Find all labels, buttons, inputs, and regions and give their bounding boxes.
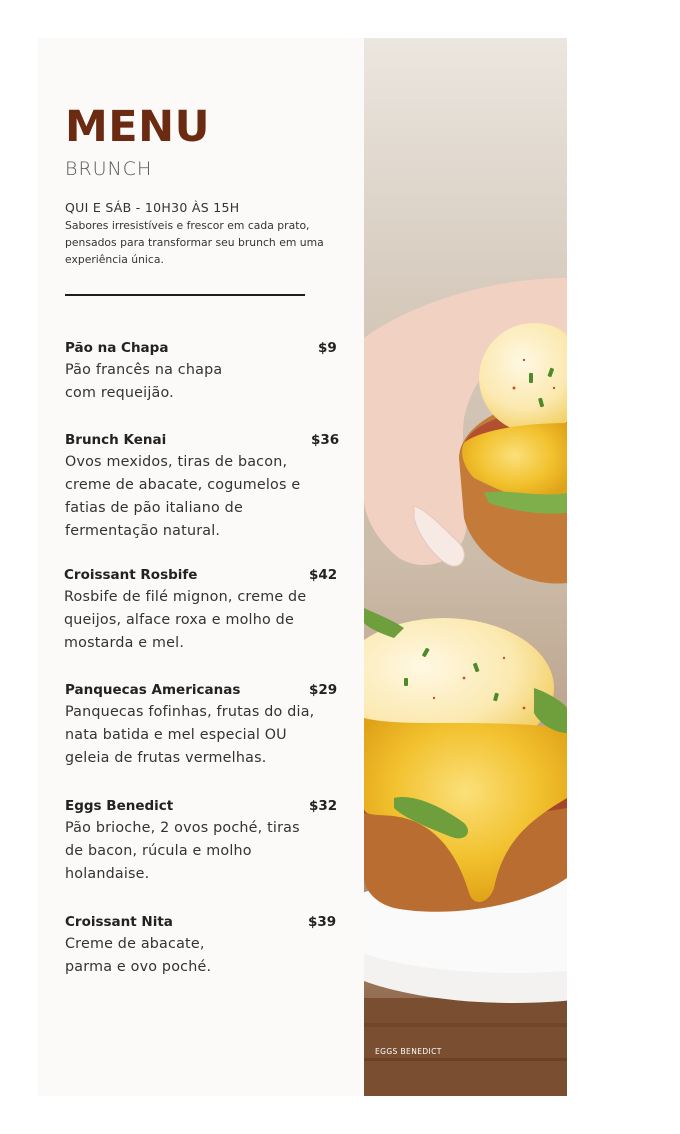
menu-item xyxy=(65,338,350,405)
item-price: $32 xyxy=(309,798,338,814)
menu-item xyxy=(65,912,350,979)
item-price: $29 xyxy=(309,682,338,698)
menu-description: Sabores irresistíveis e frescor em cada prato, pensados para transformar seu brunch em uma experiência única. xyxy=(65,219,324,266)
item-description: Creme de abacate, parma e ovo poché. xyxy=(65,936,212,975)
item-name: Pão na Chapa xyxy=(65,340,169,356)
eggs-benedict-photo xyxy=(364,38,567,1096)
divider xyxy=(65,294,305,296)
menu-subtitle: BRUNCH xyxy=(65,158,153,180)
menu-item xyxy=(65,430,350,543)
item-price: $39 xyxy=(308,914,337,930)
item-name: Eggs Benedict xyxy=(65,798,174,814)
item-description: Panquecas fofinhas, frutas do dia, nata batida e mel especial OU geleia de frutas vermelhas. xyxy=(65,704,315,766)
item-price: $36 xyxy=(311,432,340,448)
menu-panel xyxy=(38,38,364,1096)
item-description: Rosbife de filé mignon, creme de queijos, alface roxa e molho de mostarda e mel. xyxy=(64,589,307,651)
menu-item xyxy=(65,680,350,770)
item-price: $9 xyxy=(318,340,337,356)
item-description: Pão brioche, 2 ovos poché, tiras de bacon, rúcula e molho holandaise. xyxy=(65,820,300,882)
menu-item xyxy=(65,796,350,886)
item-name: Croissant Rosbife xyxy=(64,567,198,583)
item-name: Brunch Kenai xyxy=(65,432,167,448)
item-price: $42 xyxy=(309,567,338,583)
item-name: Croissant Nita xyxy=(65,914,173,930)
photo-illustration xyxy=(364,38,567,1096)
menu-title: MENU xyxy=(65,102,211,152)
opening-hours: QUI E SÁB - 10H30 ÀS 15H xyxy=(65,200,240,215)
item-name: Panquecas Americanas xyxy=(65,682,241,698)
photo-caption: EGGS BENEDICT xyxy=(375,1047,442,1056)
menu-item xyxy=(64,565,349,655)
item-description: Ovos mexidos, tiras de bacon, creme de abacate, cogumelos e fatias de pão italiano de fermentação natural. xyxy=(65,454,301,539)
item-description: Pão francês na chapa com requeijão. xyxy=(65,362,223,401)
